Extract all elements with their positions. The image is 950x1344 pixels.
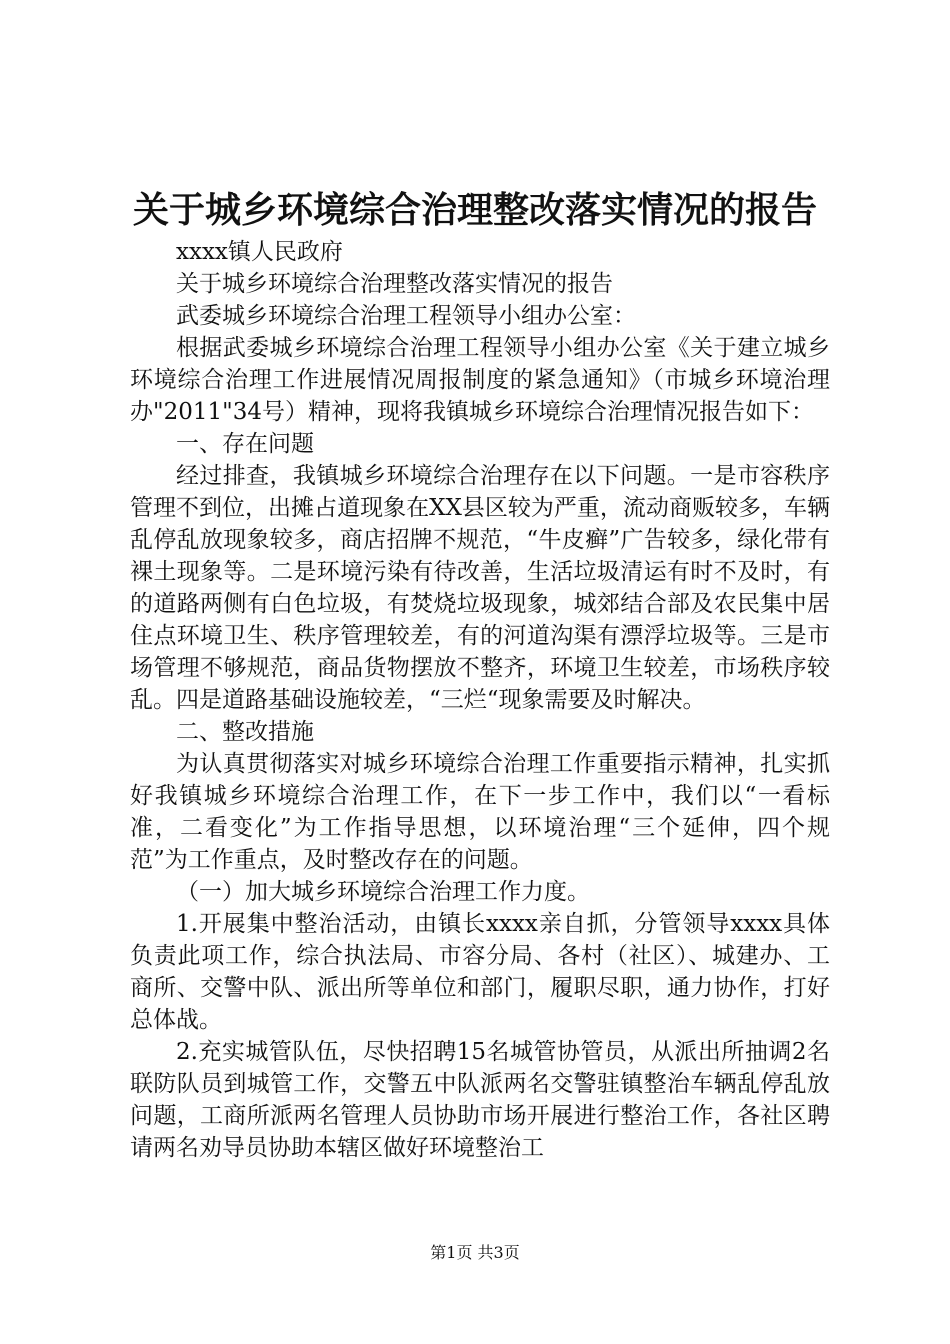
recipient-line: 武委城乡环境综合治理工程领导小组办公室：: [176, 303, 636, 329]
measures-intro-paragraph: 为认真贯彻落实对城乡环境综合治理工作重要指示精神，扎实抓好我镇城乡环境综合治理工作，在下一步工作中，我们以“一看标准，二看变化”为工作指导思想，以环境治理“三个延伸，四个规范”为工作重点，及时整改存在的问题。: [130, 751, 830, 873]
section-heading-measures: 二、整改措施: [176, 719, 314, 745]
measure-item-1: 1.开展集中整治活动，由镇长xxxx亲自抓，分管领导xxxx具体负责此项工作，综合执法局、市容分局、各村（社区）、城建办、工商所、交警中队、派出所等单位和部门，履职尽职，通力协作，打好总体战。: [130, 911, 830, 1033]
intro-paragraph: 根据武委城乡环境综合治理工程领导小组办公室《关于建立城乡环境综合治理工作进展情况周报制度的紧急通知》（市城乡环境治理办"2011"34号）精神，现将我镇城乡环境综合治理情况报告如下：: [130, 335, 830, 425]
subsection-heading-1: （一）加大城乡环境综合治理工作力度。: [176, 879, 590, 905]
document-body: [130, 236, 830, 1164]
document-title: 关于城乡环境综合治理整改落实情况的报告: [132, 189, 817, 231]
issuer-line: xxxx镇人民政府: [176, 239, 343, 265]
measure-item-2: 2.充实城管队伍，尽快招聘15名城管协管员，从派出所抽调2名联防队员到城管工作，交警五中队派两名交警驻镇整治车辆乱停乱放问题，工商所派两名管理人员协助市场开展进行整治工作，各社区聘请两名劝导员协助本辖区做好环境整治工: [130, 1039, 830, 1161]
section-heading-problems: 一、存在问题: [176, 431, 314, 457]
problems-paragraph: 经过排查，我镇城乡环境综合治理存在以下问题。一是市容秩序管理不到位，出摊占道现象在XX县区较为严重，流动商贩较多，车辆乱停乱放现象较多，商店招牌不规范，“牛皮癣”广告较多，绿化带有裸土现象等。二是环境污染有待改善，生活垃圾清运有时不及时，有的道路两侧有白色垃圾，有焚烧垃圾现象，城郊结合部及农民集中居住点环境卫生、秩序管理较差，有的河道沟渠有漂浮垃圾等。三是市场管理不够规范，商品货物摆放不整齐，环境卫生较差，市场秩序较乱。四是道路基础设施较差，“三烂“现象需要及时解决。: [130, 463, 830, 713]
report-subject-line: 关于城乡环境综合治理整改落实情况的报告: [176, 271, 613, 297]
page-number-footer: 第1页 共3页: [430, 1243, 520, 1262]
